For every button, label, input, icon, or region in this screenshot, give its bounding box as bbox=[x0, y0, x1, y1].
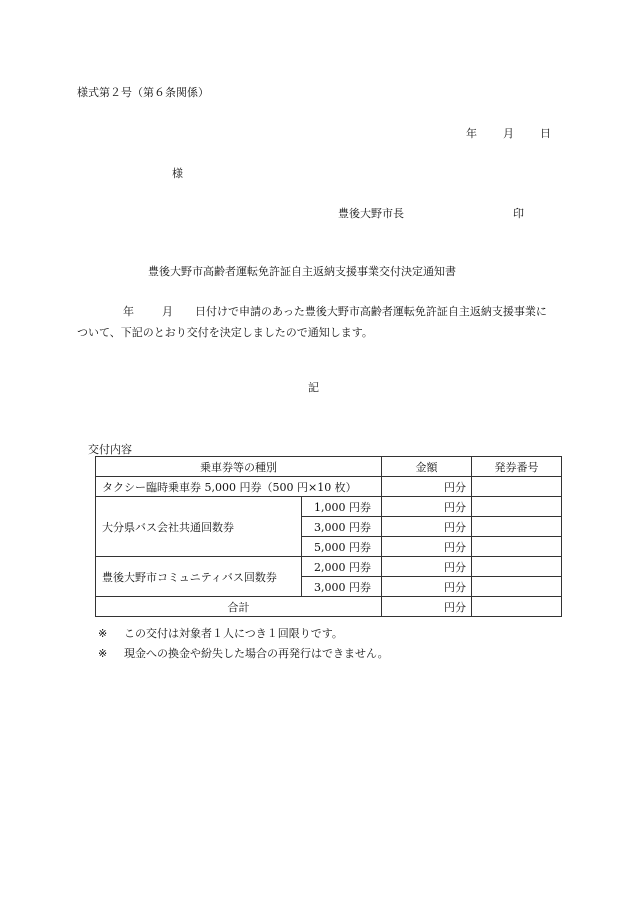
issuer-name: 豊後大野市長 bbox=[338, 207, 404, 220]
note-1 bbox=[98, 625, 343, 641]
note-1-mark: ※ bbox=[98, 627, 108, 640]
table-row-oita-bus-1 bbox=[96, 497, 562, 517]
body-month: 月 bbox=[162, 305, 173, 318]
oita-bus-denomination-3: 5,000 円券 bbox=[302, 537, 382, 557]
date-month: 月 bbox=[503, 127, 514, 140]
table-row-total bbox=[96, 597, 562, 617]
header-amount: 金額 bbox=[382, 457, 472, 477]
addressee-suffix: 様 bbox=[172, 167, 183, 180]
table-row-community-bus-1 bbox=[96, 557, 562, 577]
community-bus-ticket-number-2 bbox=[472, 577, 562, 597]
seal-mark: 印 bbox=[513, 207, 524, 220]
body-paragraph bbox=[77, 301, 557, 343]
note-1-text: この交付は対象者１人につき１回限りです。 bbox=[124, 627, 343, 640]
taxi-ticket-number bbox=[472, 477, 562, 497]
grant-table bbox=[95, 456, 562, 617]
oita-bus-denomination-2: 3,000 円券 bbox=[302, 517, 382, 537]
community-bus-ticket-number-1 bbox=[472, 557, 562, 577]
community-bus-denomination-2: 3,000 円券 bbox=[302, 577, 382, 597]
community-bus-denomination-1: 2,000 円券 bbox=[302, 557, 382, 577]
taxi-amount: 円分 bbox=[382, 477, 472, 497]
oita-bus-ticket-number-2 bbox=[472, 517, 562, 537]
table-row-taxi bbox=[96, 477, 562, 497]
oita-bus-ticket-number-3 bbox=[472, 537, 562, 557]
note-2 bbox=[98, 645, 389, 661]
oita-bus-amount-1: 円分 bbox=[382, 497, 472, 517]
oita-bus-ticket-number-1 bbox=[472, 497, 562, 517]
oita-bus-denomination-1: 1,000 円券 bbox=[302, 497, 382, 517]
date-day: 日 bbox=[540, 127, 551, 140]
date-line bbox=[466, 125, 551, 141]
form-number: 様式第２号（第６条関係） bbox=[77, 86, 209, 99]
oita-bus-amount-2: 円分 bbox=[382, 517, 472, 537]
body-text: 日付けで申請のあった豊後大野市高齢者運転免許証自主返納支援事業について、下記のとおり交付を決定しましたので通知します。 bbox=[77, 305, 547, 339]
oita-bus-label: 大分県バス会社共通回数券 bbox=[96, 497, 302, 557]
total-ticket-number bbox=[472, 597, 562, 617]
note-2-text: 現金への換金や紛失した場合の再発行はできません。 bbox=[124, 647, 389, 660]
header-ticket-number: 発券番号 bbox=[472, 457, 562, 477]
note-2-mark: ※ bbox=[98, 647, 108, 660]
header-type: 乗車券等の種別 bbox=[96, 457, 382, 477]
total-amount: 円分 bbox=[382, 597, 472, 617]
taxi-label: タクシー臨時乗車券 5,000 円券（500 円×10 枚） bbox=[96, 477, 382, 497]
table-caption: 交付内容 bbox=[88, 443, 132, 456]
community-bus-amount-1: 円分 bbox=[382, 557, 472, 577]
total-label: 合計 bbox=[96, 597, 382, 617]
oita-bus-amount-3: 円分 bbox=[382, 537, 472, 557]
date-year: 年 bbox=[466, 127, 477, 140]
record-mark: 記 bbox=[308, 381, 319, 394]
community-bus-label: 豊後大野市コミュニティバス回数券 bbox=[96, 557, 302, 597]
document-title: 豊後大野市高齢者運転免許証自主返納支援事業交付決定通知書 bbox=[148, 265, 456, 278]
table-header-row bbox=[96, 457, 562, 477]
body-year: 年 bbox=[123, 305, 134, 318]
community-bus-amount-2: 円分 bbox=[382, 577, 472, 597]
